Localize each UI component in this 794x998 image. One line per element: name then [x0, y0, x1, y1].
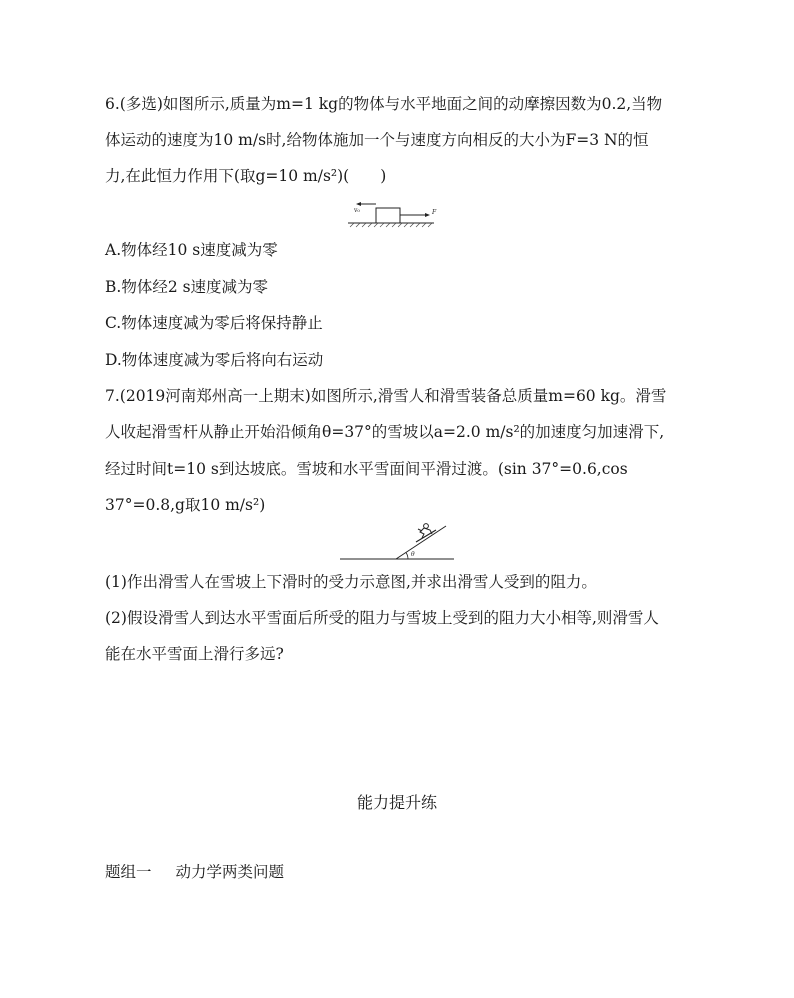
q7-line-3: 经过时间t=10 s到达坡底。雪坡和水平雪面间平滑过渡。(sin 37°=0.6,cos [105, 460, 628, 478]
q7-line-2: 人收起滑雪杆从静止开始沿倾角θ=37°的雪坡以a=2.0 m/s²的加速度匀加速滑下, [105, 423, 665, 441]
q6-block-figure [348, 198, 448, 230]
q6-line-2: 体运动的速度为10 m/s时,给物体施加一个与速度方向相反的大小为F=3 N的恒 [105, 131, 649, 149]
q6-line-3: 力,在此恒力作用下(取g=10 m/s²)( ) [105, 167, 387, 185]
q6-line-1: 6.(多选)如图所示,质量为m=1 kg的物体与水平地面之间的动摩擦因数为0.2,当物 [105, 95, 663, 113]
q6-option-b: B.物体经2 s速度减为零 [105, 278, 269, 296]
q7-sub-1: (1)作出滑雪人在雪坡上下滑时的受力示意图,并求出滑雪人受到的阻力。 [105, 573, 597, 591]
q7-angle-label: θ [411, 551, 415, 558]
q7-sub-2-line-1: (2)假设滑雪人到达水平雪面后所受的阻力与雪坡上受到的阻力大小相等,则滑雪人 [105, 609, 659, 627]
q7-slope-figure [338, 520, 458, 562]
q6-option-d: D.物体速度减为零后将向右运动 [105, 351, 324, 369]
q6-option-a: A.物体经10 s速度减为零 [105, 241, 278, 259]
q7-sub-2-line-2: 能在水平雪面上滑行多远? [105, 645, 284, 663]
q6-force-label: F [432, 209, 437, 216]
q7-line-1: 7.(2019河南郑州高一上期末)如图所示,滑雪人和滑雪装备总质量m=60 kg。滑雪 [105, 387, 667, 405]
q6-option-c: C.物体速度减为零后将保持静止 [105, 314, 323, 332]
section-title: 能力提升练 [356, 793, 437, 812]
group-topic: 动力学两类问题 [175, 863, 285, 881]
q6-velocity-label: v₀ [354, 207, 360, 214]
q7-line-4: 37°=0.8,g取10 m/s²) [105, 496, 266, 514]
group-heading [105, 862, 284, 882]
group-label: 题组一 [105, 863, 152, 881]
q6-block [376, 208, 400, 223]
